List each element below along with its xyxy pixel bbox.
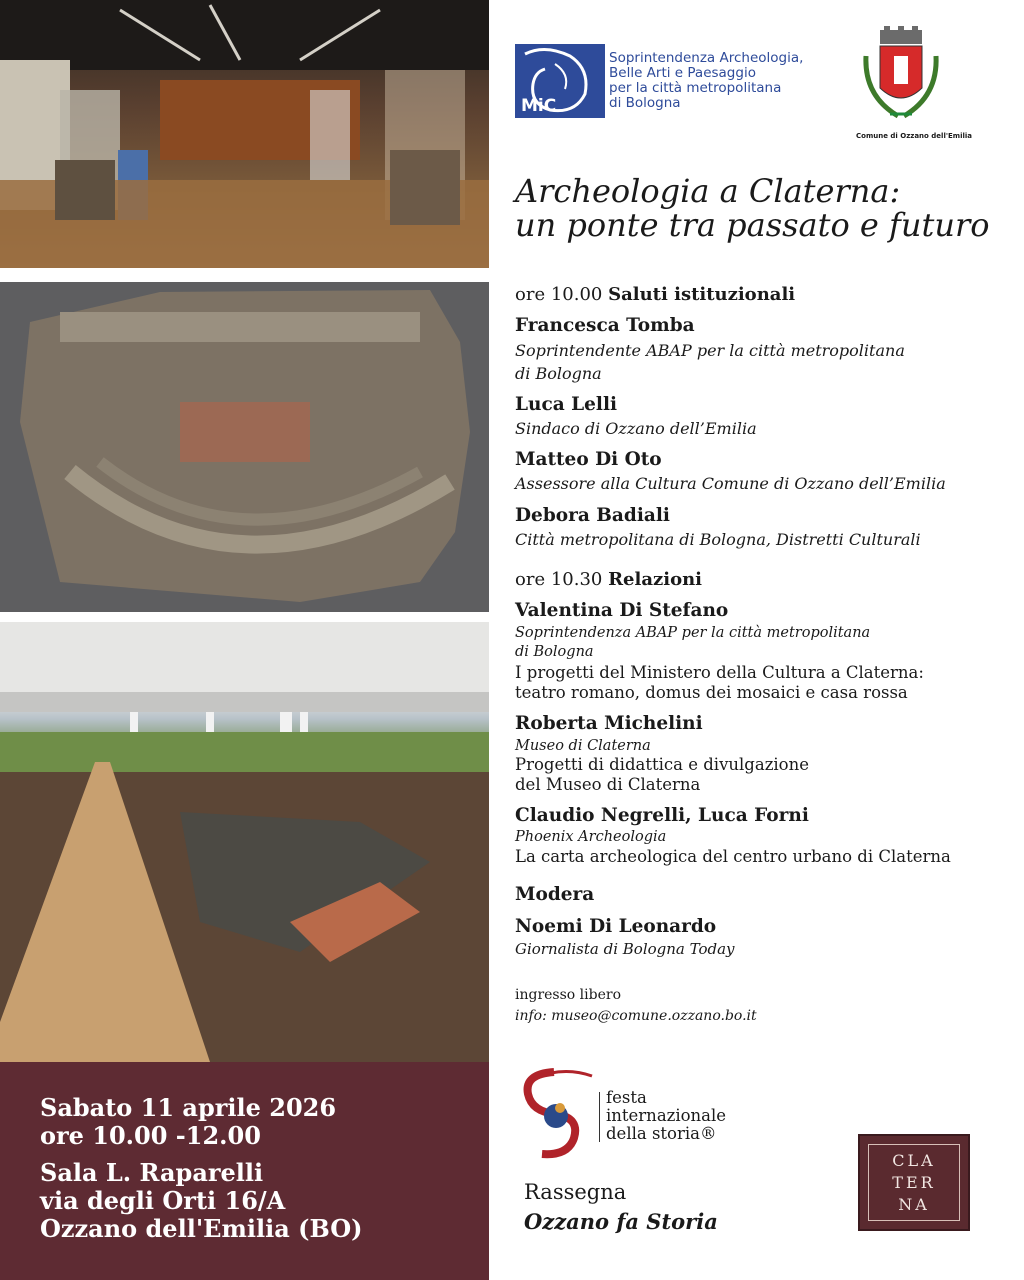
session-2-time: ore 10.30	[515, 569, 603, 590]
mic-mark: MiC	[521, 96, 557, 116]
speaker-name: Luca Lelli	[515, 394, 618, 415]
comune-caption: Comune di Ozzano dell'Emilia	[856, 132, 972, 140]
talk-title: del Museo di Claterna	[515, 775, 701, 794]
soprintendenza-line-1: Soprintendenza Archeologia,	[609, 50, 804, 66]
soprintendenza-line-2: Belle Arti e Paesaggio	[609, 65, 756, 81]
event-info-box	[0, 1062, 489, 1280]
event-time: ore 10.00 -12.00	[40, 1121, 261, 1150]
speaker-name: Roberta Michelini	[515, 713, 703, 734]
talk-title: Progetti di didattica e divulgazione	[515, 755, 809, 774]
rassegna-label: Rassegna	[524, 1180, 627, 1204]
event-city: Ozzano dell'Emilia (BO)	[40, 1214, 363, 1243]
speaker-role: Phoenix Archeologia	[515, 829, 667, 845]
moderator-label: Modera	[515, 884, 595, 905]
speaker-role: Soprintendente ABAP per la città metropolitana	[515, 341, 905, 360]
talk-title: teatro romano, domus dei mosaici e casa rossa	[515, 683, 908, 702]
festa-storia-logo-icon	[514, 1064, 594, 1160]
session-1-time: ore 10.00	[515, 284, 603, 305]
speaker-role: Museo di Claterna	[515, 738, 651, 754]
rassegna-title: Ozzano fa Storia	[524, 1209, 718, 1234]
speaker-role: Sindaco di Ozzano dell’Emilia	[515, 419, 757, 438]
festa-line-1: festa	[606, 1088, 647, 1107]
session-2-heading	[515, 569, 702, 590]
session-1-heading	[515, 284, 795, 305]
moderator-name: Noemi Di Leonardo	[515, 916, 717, 937]
speaker-role: Soprintendenza ABAP per la città metropolitana	[515, 625, 871, 641]
domus-mosaic-site-photo	[0, 622, 489, 1062]
soprintendenza-line-4: di Bologna	[609, 95, 681, 111]
festa-line-3: della storia®	[606, 1124, 717, 1143]
speaker-role: Assessore alla Cultura Comune di Ozzano dell’Emilia	[515, 474, 946, 493]
speaker-name: Claudio Negrelli, Luca Forni	[515, 805, 809, 826]
speaker-name: Debora Badiali	[515, 505, 670, 526]
claterna-museum-logo	[858, 1134, 970, 1231]
moderator-role: Giornalista di Bologna Today	[515, 940, 735, 958]
festa-divider	[599, 1092, 600, 1142]
museum-interior-photo	[0, 0, 489, 268]
session-2-label: Relazioni	[608, 569, 702, 590]
speaker-name: Francesca Tomba	[515, 315, 695, 336]
event-date: Sabato 11 aprile 2026	[40, 1093, 337, 1122]
claterna-line-3: NA	[898, 1195, 930, 1214]
speaker-role: di Bologna	[515, 364, 602, 383]
speaker-name: Valentina Di Stefano	[515, 600, 729, 621]
session-1-label: Saluti istituzionali	[608, 284, 796, 305]
event-address: via degli Orti 16/A	[40, 1186, 286, 1215]
talk-title: I progetti del Ministero della Cultura a Claterna:	[515, 663, 924, 682]
claterna-line-2: TER	[892, 1173, 936, 1192]
contact-email: info: museo@comune.ozzano.bo.it	[515, 1008, 757, 1024]
comune-crest	[860, 26, 942, 126]
speaker-role: di Bologna	[515, 644, 594, 660]
event-venue: Sala L. Raparelli	[40, 1158, 264, 1187]
festa-line-2: internazionale	[606, 1106, 727, 1125]
claterna-line-1: CLA	[892, 1151, 936, 1170]
page-title-line-2: un ponte tra passato e futuro	[515, 206, 990, 244]
speaker-name: Matteo Di Oto	[515, 449, 662, 470]
speaker-role: Città metropolitana di Bologna, Distretti Culturali	[515, 530, 921, 549]
soprintendenza-line-3: per la città metropolitana	[609, 80, 782, 96]
mic-logo	[515, 44, 605, 118]
talk-title: La carta archeologica del centro urbano di Claterna	[515, 847, 951, 866]
theatre-excavation-photo	[0, 282, 489, 612]
entry-note: ingresso libero	[515, 987, 622, 1003]
page-title-line-1: Archeologia a Claterna:	[515, 172, 901, 210]
